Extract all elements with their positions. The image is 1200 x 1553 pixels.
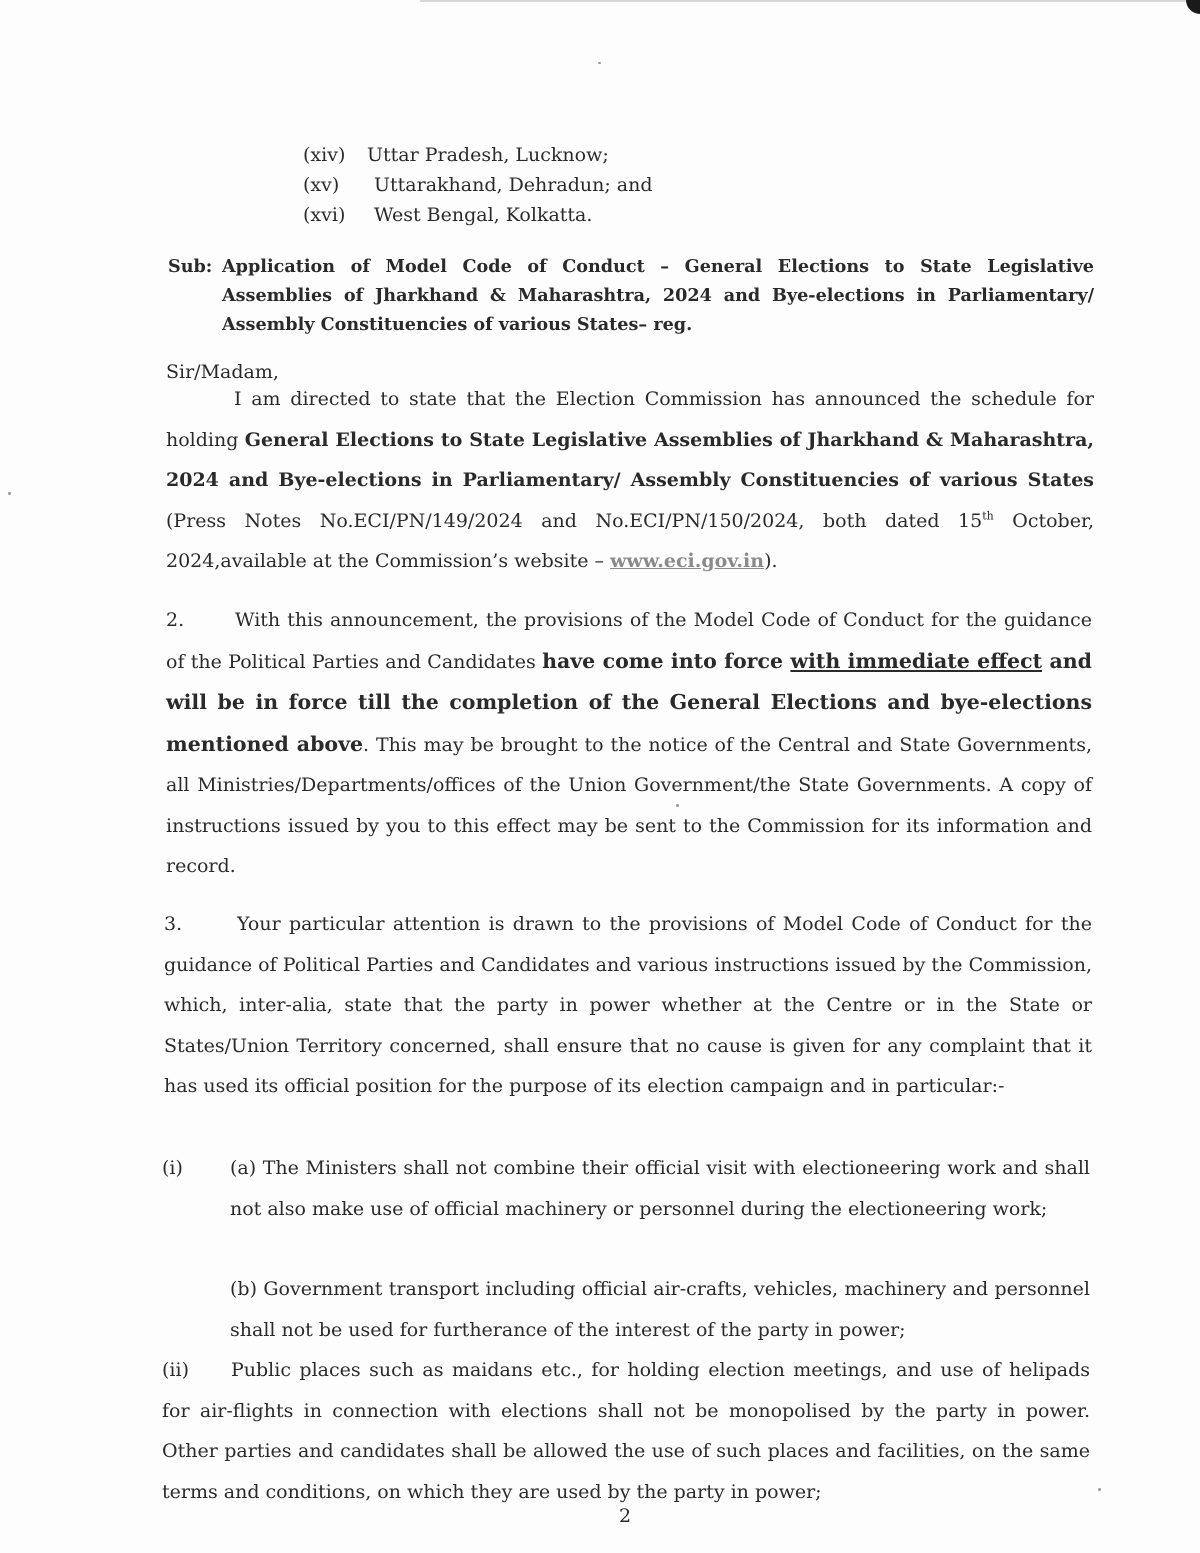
ordinal-suffix: th xyxy=(982,509,994,523)
paragraph-1-text: ). xyxy=(764,550,778,572)
scan-speck xyxy=(598,62,601,64)
addressee-text: Uttar Pradesh, Lucknow; xyxy=(367,144,609,166)
paragraph-1-text: October, 2024,available at the Commission’s website – xyxy=(166,509,1094,572)
eci-website-link[interactable]: www.eci.gov.in xyxy=(610,550,765,572)
addressee-text: West Bengal, Kolkatta. xyxy=(374,204,593,226)
addressee-item xyxy=(303,200,592,230)
item-label-ii: (ii) xyxy=(162,1359,189,1381)
paragraph-1-text: I am directed to state that the Election Commission has announced the schedule for holding xyxy=(166,388,1094,451)
addressee-item xyxy=(303,170,653,200)
addressee-number: (xvi) xyxy=(303,204,346,226)
paragraph-2-text: With this announcement, the provisions of the Model Code of Conduct for the guidance of the Political Parties and Candidates xyxy=(166,609,1092,673)
item-ii: Public places such as maidans etc., for holding election meetings, and use of helipads for air-flights in connection with elections shall not be monopolised by the party in power. Other parties and candidates shall be allowed the use of such places and facilities, on the same terms and conditions, on which they are used by the party in power; xyxy=(162,1359,1090,1503)
salutation: Sir/Madam, xyxy=(166,361,279,383)
addressee-item xyxy=(303,140,609,170)
paragraph-2-underlined: with immediate effect xyxy=(790,648,1043,673)
scan-edge xyxy=(420,0,1190,2)
addressee-number: (xiv) xyxy=(303,144,346,166)
paragraph-2-text: . This may be brought to the notice of the Central and State Governments, all Ministries/Departments/offices of the Union Government/the State Governments. A copy of instructions issued by you to this effect may be sent to the Commission for its information and record. xyxy=(166,733,1092,877)
paragraph-3 xyxy=(164,904,1092,1107)
subject-label: Sub: xyxy=(168,256,213,277)
scan-corner-mark xyxy=(1186,0,1200,14)
paragraph-number: 2. xyxy=(166,609,185,631)
item-i-a: (a) The Ministers shall not combine their official visit with electioneering work and shall not also make use of official machinery or personnel during the electioneering work; xyxy=(230,1157,1090,1220)
subject-text: Application of Model Code of Conduct – General Elections to State Legislative Assemblies of Jharkhand & Maharashtra, 2024 and Bye-elections in Parliamentary/ Assembly Constituencies of various States– reg. xyxy=(222,256,1094,335)
scan-speck xyxy=(8,492,11,495)
item-label-i: (i) xyxy=(162,1157,183,1179)
paragraph-2 xyxy=(166,600,1092,887)
paragraph-2-bold: have come into force xyxy=(542,648,791,673)
page-number: 2 xyxy=(618,1505,632,1527)
addressee-number: (xv) xyxy=(303,174,340,196)
item-i-b: (b) Government transport including official air-crafts, vehicles, machinery and personnel shall not be used for furtherance of the interest of the party in power; xyxy=(230,1278,1090,1341)
paragraph-3-text: Your particular attention is drawn to the provisions of Model Code of Conduct for the guidance of Political Parties and Candidates and various instructions issued by the Commission, which, inter-alia, state that the party in power whether at the Centre or in the State or States/Union Territory concerned, shall ensure that no cause is given for any complaint that it has used its official position for the purpose of its election campaign and in particular:- xyxy=(164,913,1092,1097)
paragraph-1 xyxy=(166,379,1094,582)
addressee-text: Uttarakhand, Dehradun; and xyxy=(374,174,653,196)
scan-speck xyxy=(1098,1488,1101,1491)
paragraph-2-bold: and will be in force till the completion of the General Elections and bye-elections mentioned above xyxy=(166,648,1092,756)
subject-line xyxy=(168,252,1094,339)
paragraph-number: 3. xyxy=(164,913,183,935)
paragraph-1-text: (Press Notes No.ECI/PN/149/2024 and No.ECI/PN/150/2024, both dated 15 xyxy=(166,509,983,532)
paragraph-1-bold: General Elections to State Legislative Assemblies of Jharkhand & Maharashtra, 2024 and Bye-elections in Parliamentary/ Assembly Constituencies of various States xyxy=(166,428,1094,491)
